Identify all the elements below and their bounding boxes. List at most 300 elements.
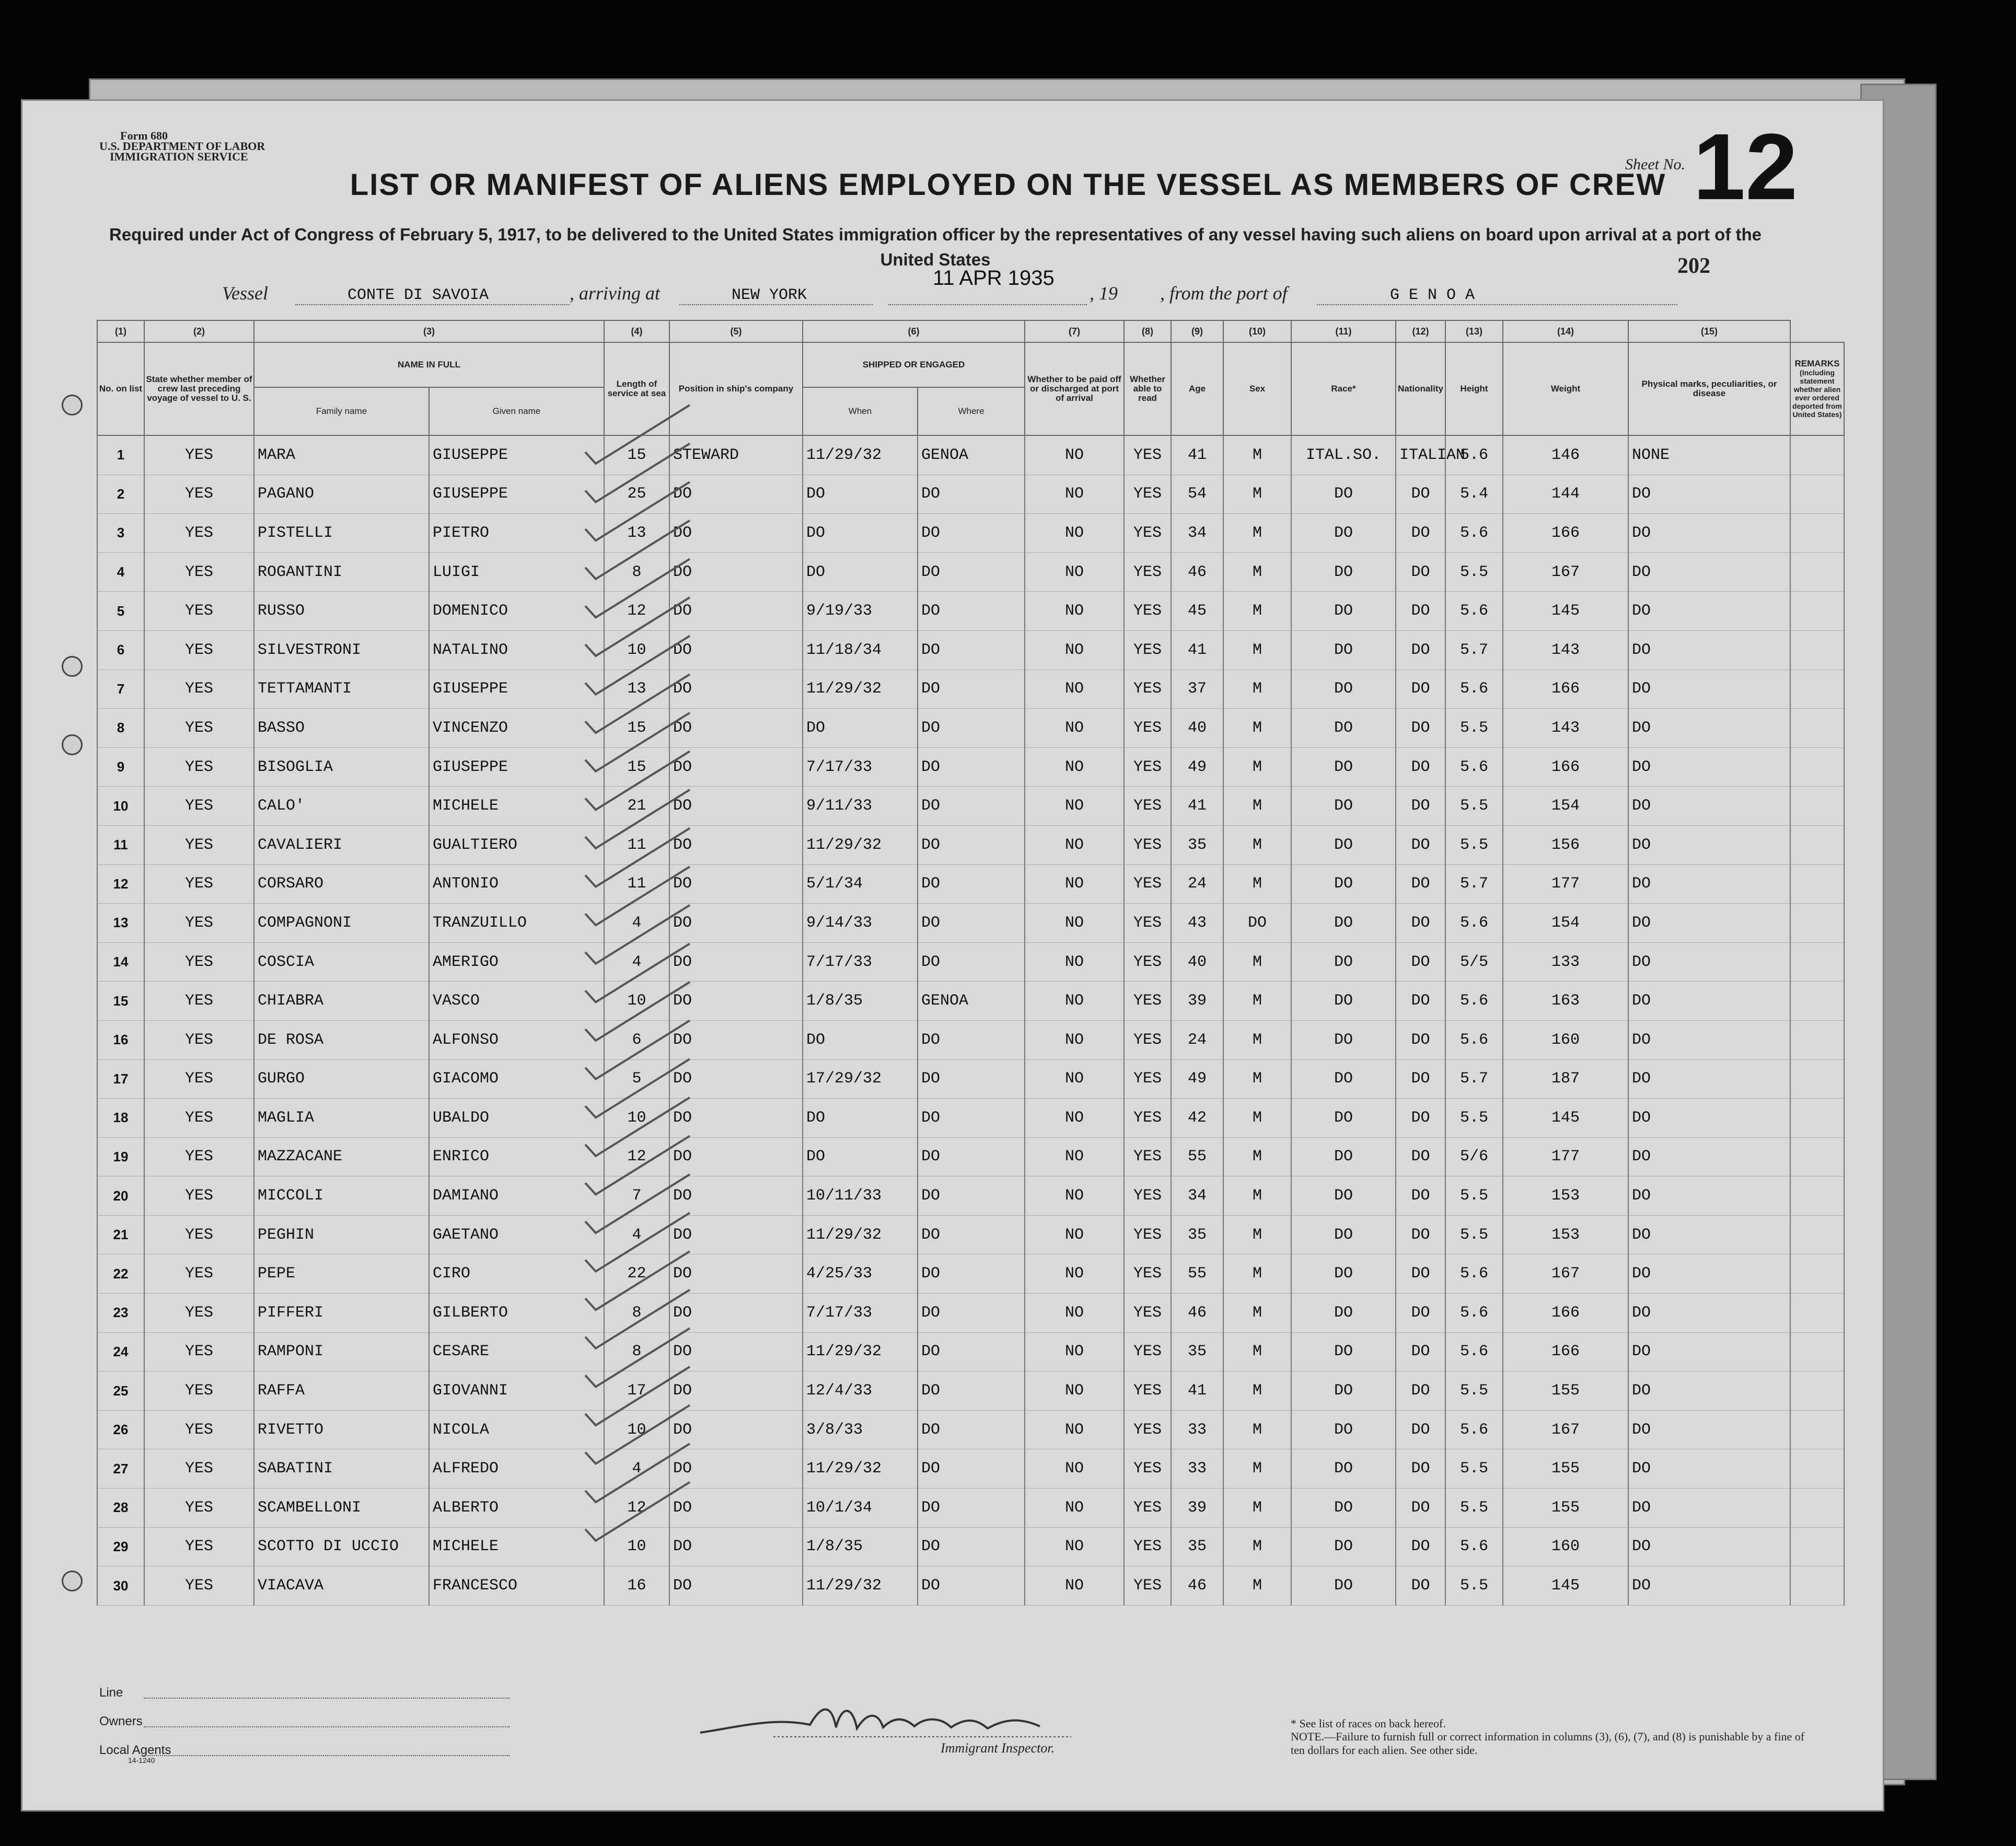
cell-race: DO (1291, 1410, 1396, 1449)
cell-position: DO (669, 864, 803, 904)
cell-paid-off: NO (1025, 670, 1124, 709)
cell-position: DO (669, 1059, 803, 1099)
cell-nationality: DO (1396, 475, 1445, 514)
cell-family-name: RAFFA (254, 1371, 429, 1411)
cell-shipped-where: DO (918, 1020, 1025, 1059)
cell-position: DO (669, 514, 803, 553)
cell-sex: M (1223, 1566, 1291, 1606)
cell-height: 5.5 (1445, 552, 1503, 592)
cell-age: 41 (1171, 435, 1223, 475)
cell-nationality: DO (1396, 709, 1445, 748)
cell-family-name: RAMPONI (254, 1332, 429, 1371)
cell-service-length: 21 (604, 787, 669, 826)
cell-age: 33 (1171, 1410, 1223, 1449)
binder-hole (62, 1571, 83, 1591)
pencil-check-marks (564, 408, 721, 1610)
check-mark (585, 1213, 690, 1272)
cell-service-length: 15 (604, 747, 669, 787)
cell-physical-marks: DO (1628, 825, 1790, 864)
cell-remarks (1790, 475, 1844, 514)
cell-weight: 177 (1503, 864, 1628, 904)
cell-given-name: GIUSEPPE (429, 435, 604, 475)
footer-owners-label: Owners (99, 1714, 143, 1728)
cell-physical-marks: DO (1628, 1527, 1790, 1566)
cell-physical-marks: DO (1628, 630, 1790, 670)
cell-race: DO (1291, 1176, 1396, 1216)
cell-weight: 160 (1503, 1020, 1628, 1059)
cell-position: DO (669, 942, 803, 982)
cell-shipped-where: DO (918, 747, 1025, 787)
cell-nationality: DO (1396, 1215, 1445, 1254)
cell-shipped-where: DO (918, 670, 1025, 709)
cell-given-name: VINCENZO (429, 709, 604, 748)
cell-remarks (1790, 435, 1844, 475)
cell-weight: 144 (1503, 475, 1628, 514)
header-remarks-title: REMARKS (1794, 359, 1840, 368)
cell-nationality: DO (1396, 1059, 1445, 1099)
cell-height: 5.6 (1445, 1020, 1503, 1059)
cell-remarks (1790, 747, 1844, 787)
cell-previous-voyage: YES (144, 787, 254, 826)
check-mark (585, 1059, 690, 1117)
cell-list-number: 14 (97, 942, 144, 982)
cell-sex: M (1223, 514, 1291, 553)
cell-position: DO (669, 552, 803, 592)
table-row (97, 709, 1844, 748)
cell-list-number: 30 (97, 1566, 144, 1606)
cell-sex: M (1223, 552, 1291, 592)
cell-weight: 167 (1503, 552, 1628, 592)
cell-race: DO (1291, 1371, 1396, 1411)
cell-shipped-when: DO (803, 1020, 918, 1059)
cell-list-number: 13 (97, 904, 144, 943)
cell-physical-marks: DO (1628, 1020, 1790, 1059)
cell-sex: M (1223, 1371, 1291, 1411)
cell-previous-voyage: YES (144, 1489, 254, 1528)
cell-able-to-read: YES (1124, 1020, 1171, 1059)
cell-height: 5.6 (1445, 904, 1503, 943)
cell-sex: M (1223, 435, 1291, 475)
cell-able-to-read: YES (1124, 904, 1171, 943)
col-number: (15) (1628, 320, 1790, 342)
cell-position: DO (669, 1176, 803, 1216)
cell-able-to-read: YES (1124, 1254, 1171, 1294)
cell-previous-voyage: YES (144, 1254, 254, 1294)
cell-position: DO (669, 1527, 803, 1566)
cell-paid-off: NO (1025, 747, 1124, 787)
cell-sex: M (1223, 1176, 1291, 1216)
cell-physical-marks: DO (1628, 475, 1790, 514)
cell-sex: M (1223, 1410, 1291, 1449)
cell-race: DO (1291, 787, 1396, 826)
cell-height: 5.6 (1445, 747, 1503, 787)
cell-service-length: 22 (604, 1254, 669, 1294)
cell-previous-voyage: YES (144, 864, 254, 904)
cell-position: DO (669, 904, 803, 943)
cell-race: DO (1291, 670, 1396, 709)
cell-weight: 156 (1503, 825, 1628, 864)
cell-position: DO (669, 630, 803, 670)
col-number: (13) (1445, 320, 1503, 342)
arrival-date-stamp: 11 APR 1935 (933, 267, 1055, 290)
cell-nationality: DO (1396, 1176, 1445, 1216)
cell-physical-marks: DO (1628, 1294, 1790, 1333)
cell-height: 5.6 (1445, 1410, 1503, 1449)
cell-paid-off: NO (1025, 1489, 1124, 1528)
cell-given-name: FRANCESCO (429, 1566, 604, 1606)
footer-agents-code: 14-1240 (128, 1756, 155, 1764)
cell-paid-off: NO (1025, 787, 1124, 826)
cell-given-name: ALFONSO (429, 1020, 604, 1059)
cell-family-name: CAVALIERI (254, 825, 429, 864)
cell-height: 5/5 (1445, 942, 1503, 982)
cell-race: DO (1291, 1099, 1396, 1138)
col-number: (14) (1503, 320, 1628, 342)
col-number: (9) (1171, 320, 1223, 342)
cell-race: DO (1291, 1566, 1396, 1606)
header-position: Position in ship's company (669, 342, 803, 435)
sheet-label: Sheet No. (1625, 156, 1685, 173)
cell-nationality: DO (1396, 1137, 1445, 1176)
from-port-underline (1317, 304, 1677, 305)
cell-physical-marks: DO (1628, 552, 1790, 592)
cell-able-to-read: YES (1124, 1449, 1171, 1489)
cell-list-number: 15 (97, 982, 144, 1021)
cell-paid-off: NO (1025, 475, 1124, 514)
cell-paid-off: NO (1025, 1176, 1124, 1216)
cell-service-length: 12 (604, 592, 669, 631)
cell-list-number: 26 (97, 1410, 144, 1449)
cell-race: DO (1291, 904, 1396, 943)
cell-height: 5.6 (1445, 435, 1503, 475)
header-nationality: Nationality (1396, 342, 1445, 435)
check-mark (585, 1136, 690, 1194)
cell-physical-marks: DO (1628, 787, 1790, 826)
cell-shipped-when: 4/25/33 (803, 1254, 918, 1294)
cell-list-number: 28 (97, 1489, 144, 1528)
cell-nationality: DO (1396, 670, 1445, 709)
cell-shipped-where: DO (918, 514, 1025, 553)
cell-age: 46 (1171, 1566, 1223, 1606)
cell-shipped-where: DO (918, 592, 1025, 631)
cell-race: ITAL.SO. (1291, 435, 1396, 475)
cell-physical-marks: DO (1628, 1099, 1790, 1138)
cell-sex: M (1223, 942, 1291, 982)
cell-sex: M (1223, 1099, 1291, 1138)
cell-age: 46 (1171, 552, 1223, 592)
cell-race: DO (1291, 825, 1396, 864)
cell-given-name: CIRO (429, 1254, 604, 1294)
cell-physical-marks: DO (1628, 592, 1790, 631)
cell-height: 5.6 (1445, 1332, 1503, 1371)
cell-weight: 153 (1503, 1176, 1628, 1216)
cell-family-name: MICCOLI (254, 1176, 429, 1216)
cell-age: 41 (1171, 630, 1223, 670)
cell-paid-off: NO (1025, 1294, 1124, 1333)
cell-previous-voyage: YES (144, 630, 254, 670)
header-when: When (803, 387, 918, 435)
cell-height: 5.5 (1445, 1371, 1503, 1411)
cell-position: DO (669, 1566, 803, 1606)
cell-able-to-read: YES (1124, 825, 1171, 864)
cell-shipped-when: 11/18/34 (803, 630, 918, 670)
table-row (97, 1254, 1844, 1294)
footer-line-underline (144, 1698, 509, 1699)
cell-weight: 166 (1503, 670, 1628, 709)
footer-owners-underline (144, 1726, 509, 1727)
cell-race: DO (1291, 1449, 1396, 1489)
cell-physical-marks: DO (1628, 904, 1790, 943)
cell-age: 35 (1171, 1332, 1223, 1371)
cell-position: DO (669, 709, 803, 748)
cell-paid-off: NO (1025, 1527, 1124, 1566)
cell-previous-voyage: YES (144, 1449, 254, 1489)
cell-position: DO (669, 787, 803, 826)
cell-shipped-when: 7/17/33 (803, 942, 918, 982)
col-number: (4) (604, 320, 669, 342)
cell-nationality: DO (1396, 1020, 1445, 1059)
cell-sex: M (1223, 1527, 1291, 1566)
cell-shipped-when: 11/29/32 (803, 1449, 918, 1489)
cell-age: 42 (1171, 1099, 1223, 1138)
cell-given-name: GIUSEPPE (429, 670, 604, 709)
cell-remarks (1790, 942, 1844, 982)
cell-shipped-when: 11/29/32 (803, 670, 918, 709)
cell-shipped-when: 10/1/34 (803, 1489, 918, 1528)
cell-weight: 145 (1503, 592, 1628, 631)
cell-height: 5.6 (1445, 1254, 1503, 1294)
cell-given-name: UBALDO (429, 1099, 604, 1138)
check-mark (585, 1251, 690, 1310)
table-row (97, 552, 1844, 592)
cell-list-number: 22 (97, 1254, 144, 1294)
table-row (97, 747, 1844, 787)
cell-able-to-read: YES (1124, 1566, 1171, 1606)
table-row (97, 1527, 1844, 1566)
cell-given-name: GIUSEPPE (429, 747, 604, 787)
sheet-number: 12 (1693, 114, 1798, 220)
cell-previous-voyage: YES (144, 982, 254, 1021)
table-body (97, 435, 1844, 1605)
cell-family-name: SABATINI (254, 1449, 429, 1489)
cell-previous-voyage: YES (144, 1566, 254, 1606)
cell-remarks (1790, 592, 1844, 631)
cell-able-to-read: YES (1124, 709, 1171, 748)
cell-sex: M (1223, 592, 1291, 631)
cell-given-name: DOMENICO (429, 592, 604, 631)
cell-list-number: 10 (97, 787, 144, 826)
cell-shipped-when: DO (803, 1099, 918, 1138)
cell-nationality: DO (1396, 1254, 1445, 1294)
cell-given-name: NATALINO (429, 630, 604, 670)
cell-family-name: BISOGLIA (254, 747, 429, 787)
cell-remarks (1790, 864, 1844, 904)
cell-nationality: DO (1396, 1294, 1445, 1333)
arriving-label: , arriving at (570, 283, 661, 304)
cell-height: 5.6 (1445, 592, 1503, 631)
cell-paid-off: NO (1025, 1410, 1124, 1449)
cell-nationality: ITALIAN (1396, 435, 1445, 475)
cell-previous-voyage: YES (144, 514, 254, 553)
table-row (97, 1294, 1844, 1333)
check-mark (585, 559, 690, 617)
cell-shipped-when: DO (803, 1137, 918, 1176)
cell-nationality: DO (1396, 1099, 1445, 1138)
cell-sex: M (1223, 1137, 1291, 1176)
cell-height: 5.5 (1445, 709, 1503, 748)
cell-list-number: 6 (97, 630, 144, 670)
vessel-underline (295, 304, 570, 305)
cell-shipped-where: GENOA (918, 435, 1025, 475)
cell-position: DO (669, 1294, 803, 1333)
cell-service-length: 11 (604, 864, 669, 904)
cell-list-number: 23 (97, 1294, 144, 1333)
cell-shipped-where: DO (918, 864, 1025, 904)
cell-able-to-read: YES (1124, 1410, 1171, 1449)
cell-remarks (1790, 552, 1844, 592)
cell-remarks (1790, 1059, 1844, 1099)
col-number: (12) (1396, 320, 1445, 342)
check-mark (585, 982, 690, 1041)
cell-height: 5.5 (1445, 787, 1503, 826)
cell-paid-off: NO (1025, 942, 1124, 982)
cell-family-name: CHIABRA (254, 982, 429, 1021)
header-remarks-note: (Including statement whether alien ever ordered deported from United States) (1792, 368, 1842, 419)
cell-shipped-when: DO (803, 709, 918, 748)
form-number: Form 680 (120, 129, 168, 142)
cell-paid-off: NO (1025, 1099, 1124, 1138)
cell-able-to-read: YES (1124, 1137, 1171, 1176)
cell-sex: M (1223, 1449, 1291, 1489)
cell-position: DO (669, 1489, 803, 1528)
cell-physical-marks: DO (1628, 1137, 1790, 1176)
cell-remarks (1790, 1254, 1844, 1294)
cell-paid-off: NO (1025, 1254, 1124, 1294)
cell-able-to-read: YES (1124, 787, 1171, 826)
table-row (97, 1566, 1844, 1606)
cell-shipped-where: DO (918, 787, 1025, 826)
cell-family-name: RIVETTO (254, 1410, 429, 1449)
cell-able-to-read: YES (1124, 864, 1171, 904)
cell-family-name: MAZZACANE (254, 1137, 429, 1176)
cell-paid-off: NO (1025, 552, 1124, 592)
cell-paid-off: NO (1025, 709, 1124, 748)
cell-nationality: DO (1396, 864, 1445, 904)
cell-sex: M (1223, 1332, 1291, 1371)
cell-position: STEWARD (669, 435, 803, 475)
cell-shipped-when: 9/14/33 (803, 904, 918, 943)
cell-weight: 163 (1503, 982, 1628, 1021)
cell-height: 5.6 (1445, 1527, 1503, 1566)
header-sex: Sex (1223, 342, 1291, 435)
cell-shipped-when: 12/4/33 (803, 1371, 918, 1411)
cell-service-length: 11 (604, 825, 669, 864)
cell-given-name: DAMIANO (429, 1176, 604, 1216)
cell-race: DO (1291, 475, 1396, 514)
cell-service-length: 15 (604, 709, 669, 748)
cell-remarks (1790, 1371, 1844, 1411)
sheet-subnumber: 202 (1677, 254, 1710, 278)
cell-age: 49 (1171, 1059, 1223, 1099)
cell-nationality: DO (1396, 552, 1445, 592)
cell-able-to-read: YES (1124, 1489, 1171, 1528)
cell-paid-off: NO (1025, 982, 1124, 1021)
cell-nationality: DO (1396, 982, 1445, 1021)
header-shipped-engaged: SHIPPED OR ENGAGED (803, 342, 1025, 387)
cell-family-name: SCAMBELLONI (254, 1489, 429, 1528)
cell-list-number: 1 (97, 435, 144, 475)
cell-service-length: 4 (604, 904, 669, 943)
cell-remarks (1790, 1489, 1844, 1528)
cell-previous-voyage: YES (144, 1020, 254, 1059)
cell-shipped-when: 11/29/32 (803, 435, 918, 475)
cell-given-name: MICHELE (429, 1527, 604, 1566)
cell-paid-off: NO (1025, 904, 1124, 943)
cell-family-name: VIACAVA (254, 1566, 429, 1606)
cell-age: 55 (1171, 1254, 1223, 1294)
cell-sex: M (1223, 982, 1291, 1021)
cell-sex: M (1223, 1489, 1291, 1528)
cell-sex: M (1223, 787, 1291, 826)
cell-remarks (1790, 825, 1844, 864)
header-paid-off: Whether to be paid off or discharged at port of arrival (1025, 342, 1124, 435)
table-row (97, 1332, 1844, 1371)
table-row (97, 1489, 1844, 1528)
cell-position: DO (669, 1449, 803, 1489)
cell-weight: 143 (1503, 630, 1628, 670)
cell-previous-voyage: YES (144, 1332, 254, 1371)
table-row (97, 1099, 1844, 1138)
table-row (97, 1410, 1844, 1449)
cell-service-length: 4 (604, 1449, 669, 1489)
cell-race: DO (1291, 1137, 1396, 1176)
cell-given-name: GIUSEPPE (429, 475, 604, 514)
cell-physical-marks: NONE (1628, 435, 1790, 475)
cell-able-to-read: YES (1124, 514, 1171, 553)
cell-given-name: GUALTIERO (429, 825, 604, 864)
cell-shipped-where: DO (918, 709, 1025, 748)
cell-race: DO (1291, 1294, 1396, 1333)
col-number: (3) (254, 320, 604, 342)
cell-paid-off: NO (1025, 864, 1124, 904)
cell-sex: DO (1223, 904, 1291, 943)
cell-weight: 177 (1503, 1137, 1628, 1176)
cell-remarks (1790, 904, 1844, 943)
cell-race: DO (1291, 1332, 1396, 1371)
cell-previous-voyage: YES (144, 1215, 254, 1254)
fine-note: NOTE.—Failure to furnish full or correct information in columns (3), (6), (7), and (8) is punishable by a fine of ten dollars for each alien. See other side. (1291, 1730, 1805, 1757)
table-row (97, 904, 1844, 943)
cell-service-length: 8 (604, 552, 669, 592)
cell-list-number: 16 (97, 1020, 144, 1059)
cell-physical-marks: DO (1628, 670, 1790, 709)
cell-able-to-read: YES (1124, 747, 1171, 787)
check-mark (585, 713, 690, 771)
check-mark (585, 597, 690, 656)
cell-paid-off: NO (1025, 1332, 1124, 1371)
cell-sex: M (1223, 825, 1291, 864)
table-row (97, 1215, 1844, 1254)
check-mark (585, 1367, 690, 1425)
cell-shipped-where: DO (918, 475, 1025, 514)
cell-service-length: 16 (604, 1566, 669, 1606)
cell-age: 55 (1171, 1137, 1223, 1176)
cell-weight: 155 (1503, 1371, 1628, 1411)
cell-remarks (1790, 1527, 1844, 1566)
cell-previous-voyage: YES (144, 592, 254, 631)
cell-physical-marks: DO (1628, 982, 1790, 1021)
cell-able-to-read: YES (1124, 1371, 1171, 1411)
